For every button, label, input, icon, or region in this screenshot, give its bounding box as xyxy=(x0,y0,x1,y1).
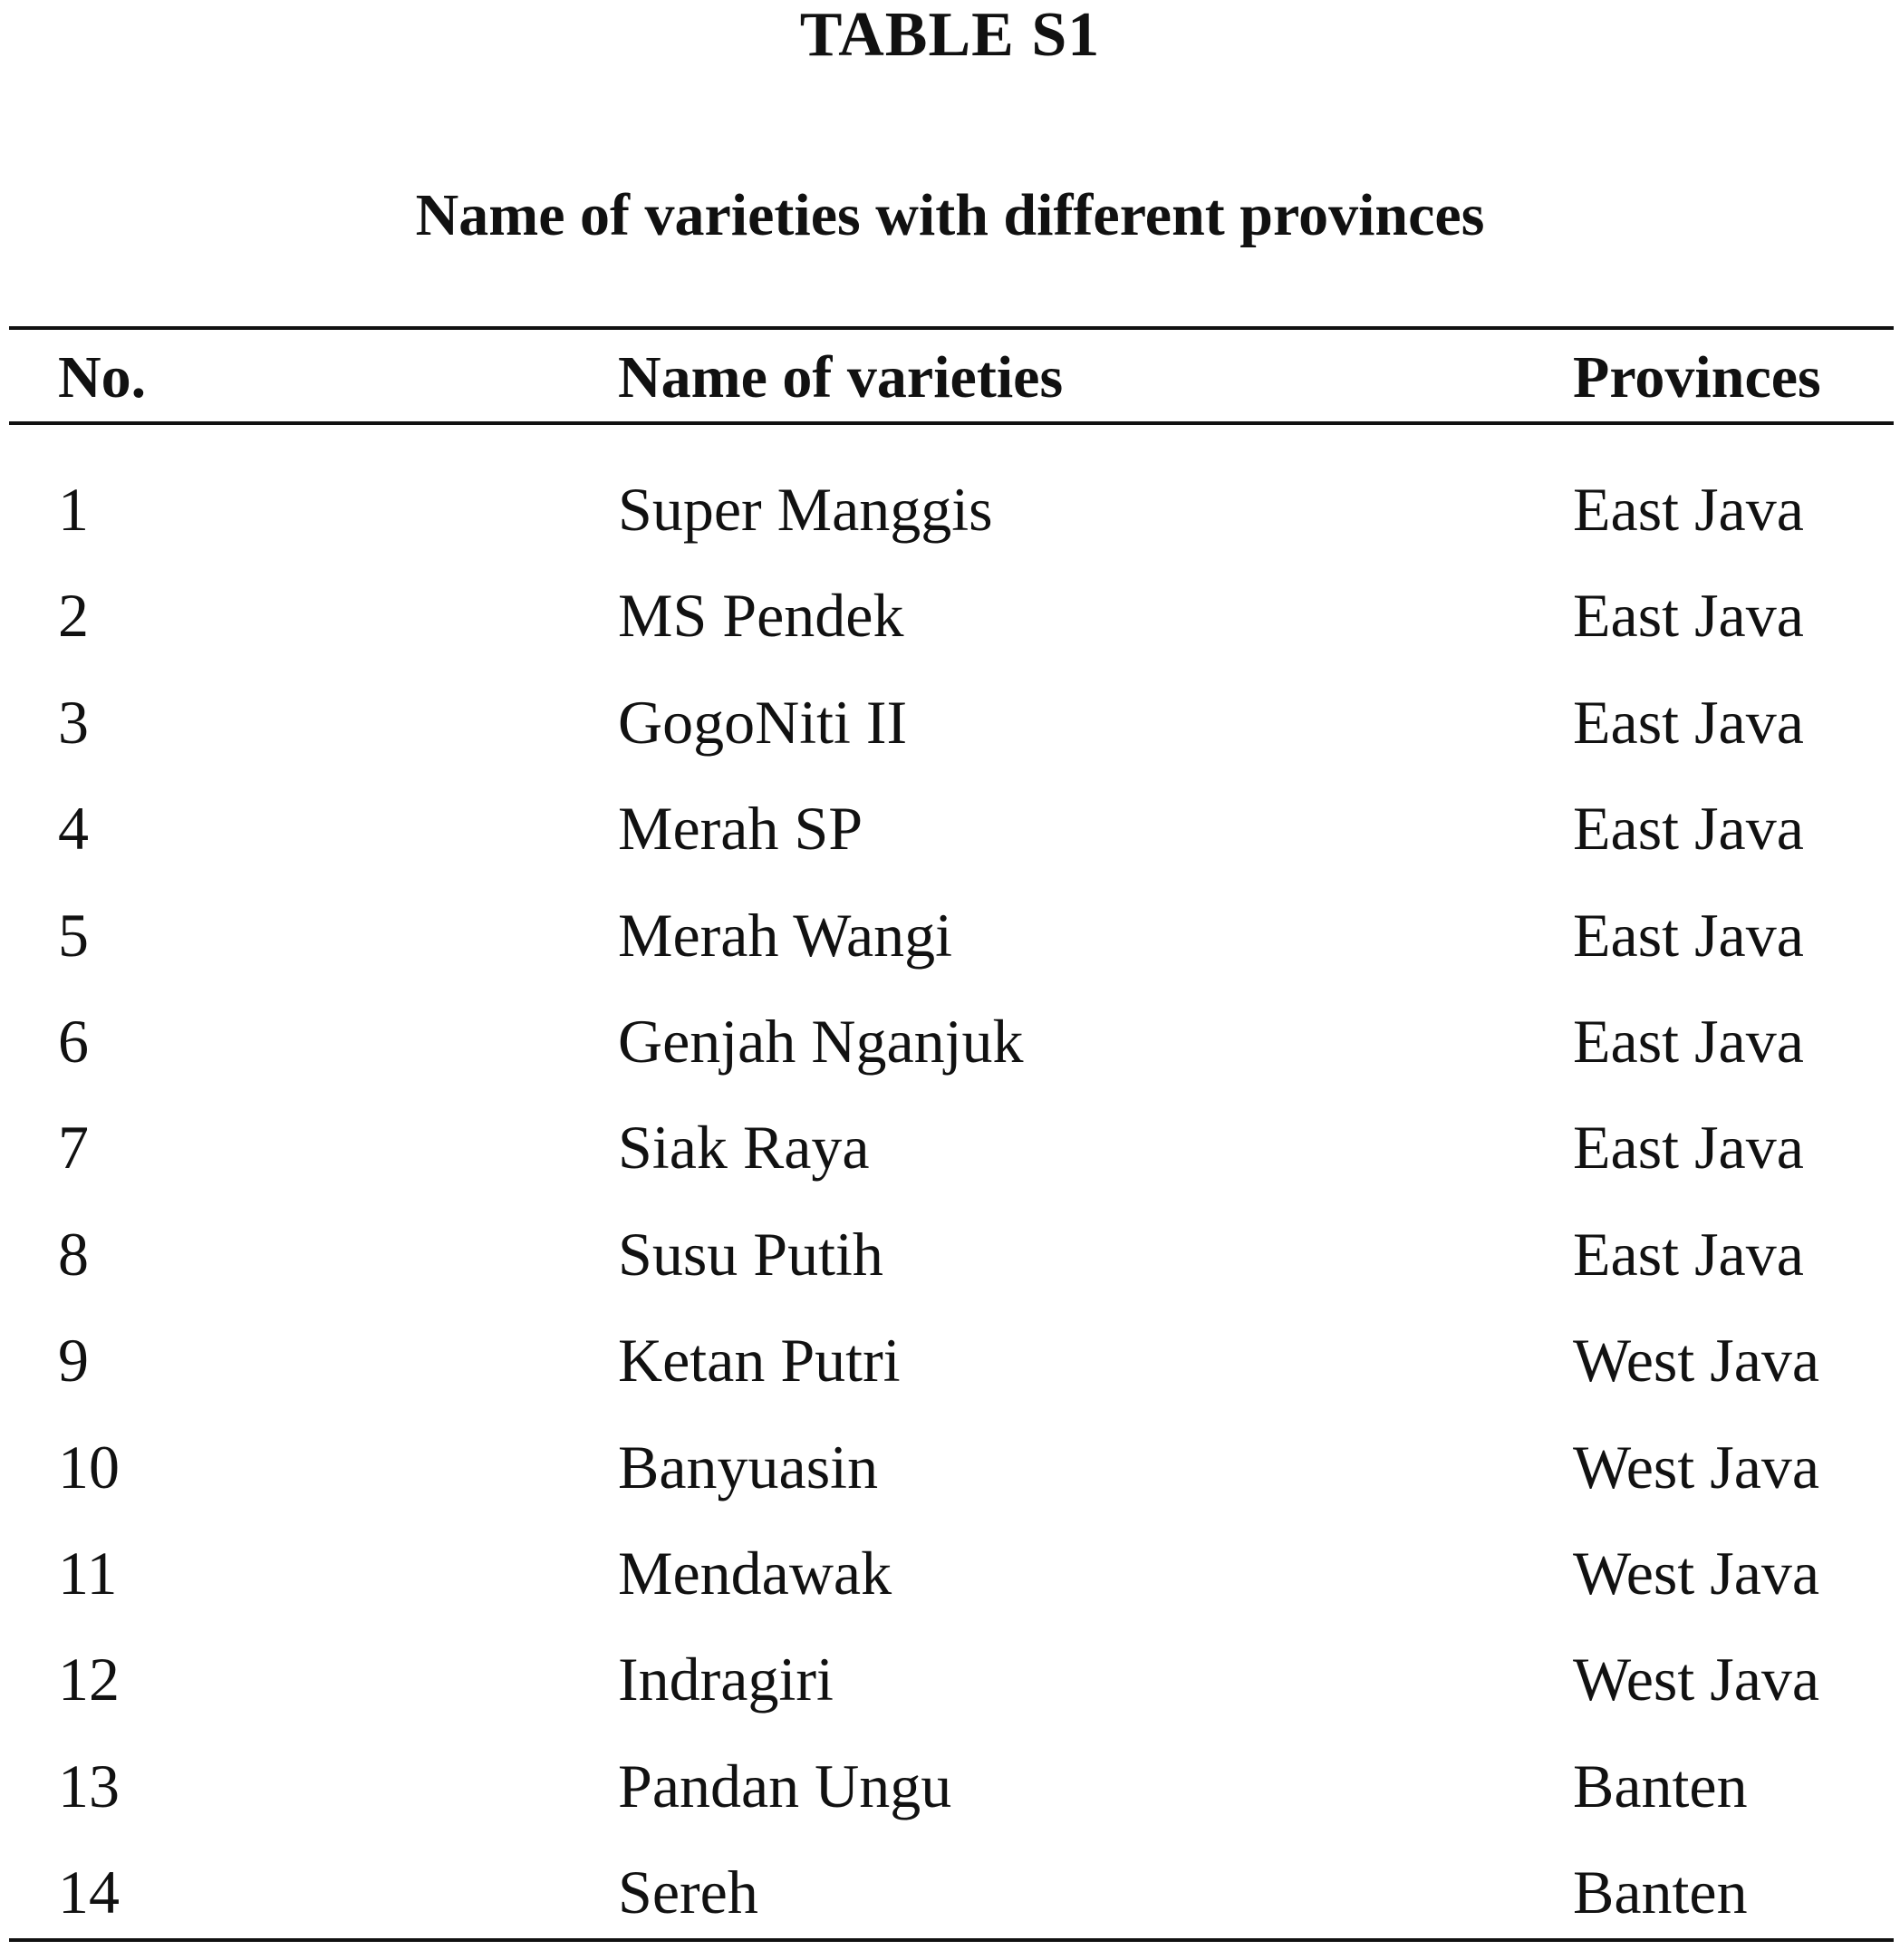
table-row xyxy=(0,1322,1900,1428)
cell-variety-name: Merah Wangi xyxy=(618,900,953,970)
cell-no: 4 xyxy=(58,794,89,864)
cell-variety-name: Siak Raya xyxy=(618,1113,870,1183)
cell-no: 9 xyxy=(58,1326,89,1395)
cell-province: East Java xyxy=(1573,794,1804,864)
cell-province: East Java xyxy=(1573,1113,1804,1183)
cell-no: 1 xyxy=(58,475,89,544)
cell-no: 14 xyxy=(58,1858,120,1927)
cell-no: 7 xyxy=(58,1113,89,1183)
cell-no: 8 xyxy=(58,1219,89,1289)
cell-no: 3 xyxy=(58,687,89,757)
cell-variety-name: Genjah Nganjuk xyxy=(618,1006,1024,1076)
cell-variety-name: Merah SP xyxy=(618,794,863,864)
cell-province: West Java xyxy=(1573,1432,1820,1501)
cell-no: 2 xyxy=(58,581,89,651)
cell-province: East Java xyxy=(1573,900,1804,970)
table-row xyxy=(0,1748,1900,1854)
cell-variety-name: Sereh xyxy=(618,1858,758,1927)
cell-province: West Java xyxy=(1573,1538,1820,1608)
table-label: TABLE S1 xyxy=(799,0,1101,70)
cell-province: West Java xyxy=(1573,1326,1820,1395)
table-row xyxy=(0,577,1900,683)
table-row xyxy=(0,471,1900,577)
header-provinces: Provinces xyxy=(1573,344,1821,410)
table-top-rule xyxy=(9,326,1894,330)
cell-province: Banten xyxy=(1573,1858,1748,1927)
table-body xyxy=(0,471,1900,1930)
cell-variety-name: Ketan Putri xyxy=(618,1326,901,1395)
table-row xyxy=(0,897,1900,1003)
cell-province: East Java xyxy=(1573,687,1804,757)
cell-no: 12 xyxy=(58,1645,120,1714)
table-header-rule xyxy=(9,421,1894,425)
table-row xyxy=(0,1641,1900,1747)
cell-province: East Java xyxy=(1573,581,1804,651)
cell-province: Banten xyxy=(1573,1751,1748,1820)
table-row xyxy=(0,1216,1900,1322)
header-name-of-varieties: Name of varieties xyxy=(618,344,1064,410)
cell-no: 6 xyxy=(58,1006,89,1076)
table-row xyxy=(0,1429,1900,1535)
table-bottom-rule xyxy=(9,1938,1894,1942)
cell-variety-name: Super Manggis xyxy=(618,475,993,544)
cell-variety-name: Banyuasin xyxy=(618,1432,879,1501)
table-row xyxy=(0,1535,1900,1641)
cell-province: East Java xyxy=(1573,1006,1804,1076)
table-row xyxy=(0,1109,1900,1215)
cell-variety-name: Indragiri xyxy=(618,1645,834,1714)
cell-variety-name: GogoNiti II xyxy=(618,687,908,757)
table-row xyxy=(0,1854,1900,1960)
table-header-row xyxy=(0,340,1900,416)
cell-no: 10 xyxy=(58,1432,120,1501)
cell-no: 11 xyxy=(58,1538,118,1608)
table-row xyxy=(0,1003,1900,1109)
cell-variety-name: MS Pendek xyxy=(618,581,904,651)
cell-variety-name: Mendawak xyxy=(618,1538,892,1608)
cell-province: West Java xyxy=(1573,1645,1820,1714)
table-row xyxy=(0,790,1900,896)
cell-no: 5 xyxy=(58,900,89,970)
header-no: No. xyxy=(58,344,147,410)
table-title: Name of varieties with different provinces xyxy=(415,182,1485,248)
cell-no: 13 xyxy=(58,1751,120,1820)
cell-variety-name: Susu Putih xyxy=(618,1219,883,1289)
table-row xyxy=(0,684,1900,790)
cell-province: East Java xyxy=(1573,475,1804,544)
cell-variety-name: Pandan Ungu xyxy=(618,1751,952,1820)
cell-province: East Java xyxy=(1573,1219,1804,1289)
